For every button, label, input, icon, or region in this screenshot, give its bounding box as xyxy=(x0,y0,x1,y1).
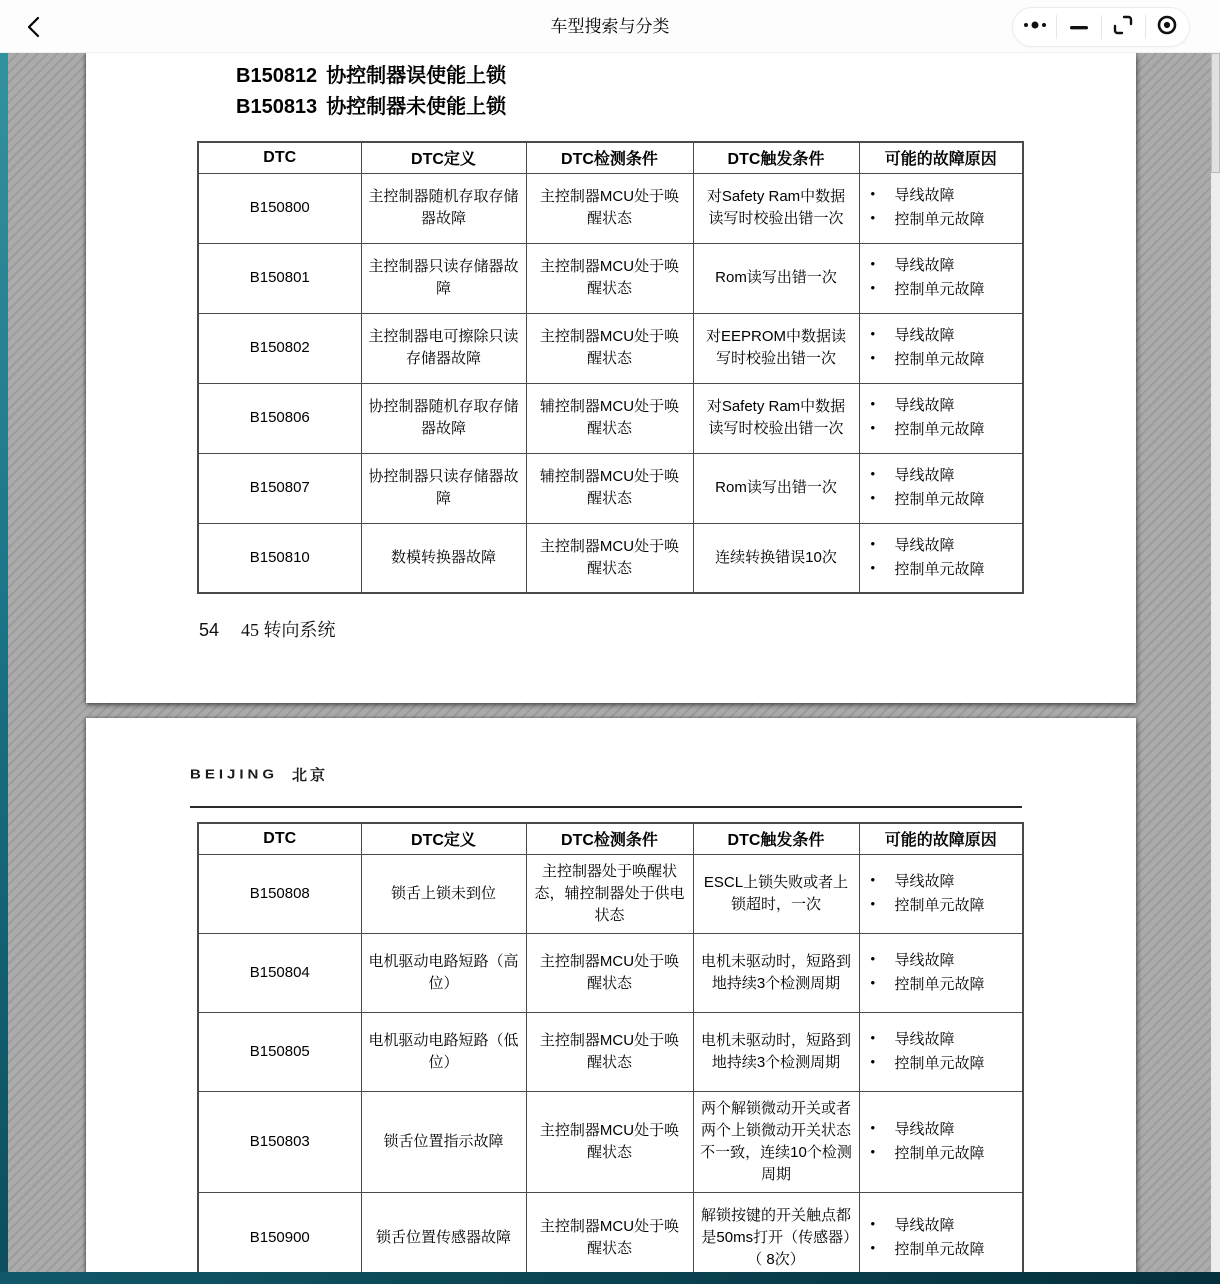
bullet-icon: • xyxy=(870,559,876,575)
bullet-icon: • xyxy=(870,974,876,990)
dtc-heading-text: 协控制器误使能上锁 xyxy=(326,65,507,87)
bullet-icon: • xyxy=(870,280,876,295)
dtc-code-cell: B150807 xyxy=(198,453,361,523)
bullet-icon: • xyxy=(870,950,876,966)
bullet-icon: • xyxy=(870,466,876,481)
bullet-icon: • xyxy=(870,326,876,341)
desktop-edge-left xyxy=(0,53,8,1284)
cause-text: 控制单元故障 xyxy=(894,281,985,298)
beijing-logo-latin: BEIJING xyxy=(190,767,279,782)
dtc-code-cell: B150800 xyxy=(198,173,361,243)
bullet-icon: • xyxy=(870,350,876,365)
cause-text: 控制单元故障 xyxy=(894,421,985,438)
section-label: 45 转向系统 xyxy=(241,620,336,640)
cause-item xyxy=(869,1238,1017,1262)
header-rule xyxy=(190,806,1022,808)
cause-text: 导线故障 xyxy=(894,1030,955,1048)
column-header-dtc: DTC xyxy=(198,823,361,854)
dtc-detection-cell: 主控制器MCU处于唤醒状态 xyxy=(526,1091,693,1192)
dtc-detection-cell: 主控制器MCU处于唤醒状态 xyxy=(526,313,693,383)
cause-item xyxy=(869,208,1017,232)
column-header-trigger: DTC触发条件 xyxy=(693,823,859,854)
cause-text: 导线故障 xyxy=(894,187,955,204)
bullet-icon: • xyxy=(870,1053,876,1069)
cause-item xyxy=(869,184,1017,208)
dtc-trigger-cell: 对EEPROM中数据读写时校验出错一次 xyxy=(693,313,859,383)
dtc-code-cell: B150801 xyxy=(198,243,361,313)
column-header-causes: 可能的故障原因 xyxy=(859,823,1023,854)
cause-text: 导线故障 xyxy=(894,1216,955,1234)
table-row xyxy=(198,383,1023,453)
bullet-icon: • xyxy=(870,420,876,435)
cause-item xyxy=(869,278,1017,302)
page-footer xyxy=(199,616,1136,642)
circle-dot-icon xyxy=(1155,13,1179,42)
dtc-causes-cell xyxy=(859,453,1023,523)
document-page-1 xyxy=(86,53,1136,703)
capsule-menu xyxy=(1012,7,1190,47)
dtc-definition-cell: 锁舌位置传感器故障 xyxy=(361,1192,526,1284)
close-button[interactable] xyxy=(1146,8,1189,46)
dtc-trigger-cell: 对Safety Ram中数据读写时校验出错一次 xyxy=(693,383,859,453)
cause-text: 控制单元故障 xyxy=(894,211,985,228)
minimize-icon xyxy=(1069,18,1089,36)
column-header-detection: DTC检测条件 xyxy=(526,823,693,854)
cause-item xyxy=(869,1118,1017,1142)
table-row xyxy=(198,1091,1023,1192)
dtc-code-cell: B150804 xyxy=(198,933,361,1012)
dtc-definition-cell: 电机驱动电路短路（低位） xyxy=(361,1012,526,1091)
cause-text: 导线故障 xyxy=(894,397,955,414)
table-header-row xyxy=(198,142,1023,173)
document-viewer[interactable] xyxy=(0,53,1220,1284)
dtc-definition-cell: 协控制器随机存取存储器故障 xyxy=(361,383,526,453)
dtc-trigger-cell: 电机未驱动时，短路到地持续3个检测周期 xyxy=(693,933,859,1012)
cause-text: 导线故障 xyxy=(894,951,955,969)
cause-item xyxy=(869,1214,1017,1238)
dtc-trigger-cell: Rom读写出错一次 xyxy=(693,453,859,523)
dtc-table-page2 xyxy=(197,822,1024,1284)
dtc-trigger-cell: ESCL上锁失败或者上锁超时，一次 xyxy=(693,854,859,933)
dtc-detection-cell: 主控制器MCU处于唤醒状态 xyxy=(526,1012,693,1091)
dtc-definition-cell: 电机驱动电路短路（高位） xyxy=(361,933,526,1012)
dtc-causes-cell xyxy=(859,933,1023,1012)
bullet-icon: • xyxy=(870,490,876,505)
bullet-icon: • xyxy=(870,1215,876,1231)
cause-text: 控制单元故障 xyxy=(894,491,985,508)
dtc-definition-cell: 主控制器随机存取存储器故障 xyxy=(361,173,526,243)
cause-item xyxy=(869,418,1017,442)
column-header-dtc: DTC xyxy=(198,142,361,173)
column-header-detection: DTC检测条件 xyxy=(526,142,693,173)
cause-item xyxy=(869,1052,1017,1076)
table-header-row xyxy=(198,823,1023,854)
dtc-trigger-cell: 电机未驱动时，短路到地持续3个检测周期 xyxy=(693,1012,859,1091)
dtc-causes-cell xyxy=(859,243,1023,313)
table-row xyxy=(198,933,1023,1012)
bullet-icon: • xyxy=(870,535,876,551)
titlebar xyxy=(0,0,1220,53)
dtc-detection-cell: 主控制器MCU处于唤醒状态 xyxy=(526,1192,693,1284)
dtc-causes-cell xyxy=(859,1012,1023,1091)
restore-corners-icon xyxy=(1112,14,1134,41)
dtc-definition-cell: 数模转换器故障 xyxy=(361,523,526,593)
restore-button[interactable] xyxy=(1102,8,1145,46)
dtc-definition-cell: 锁舌位置指示故障 xyxy=(361,1091,526,1192)
desktop-edge-bottom xyxy=(0,1272,1220,1284)
cause-text: 导线故障 xyxy=(894,1120,955,1138)
cause-item xyxy=(869,348,1017,372)
dtc-code: B150812 xyxy=(236,65,318,87)
cause-item xyxy=(869,254,1017,278)
bullet-icon: • xyxy=(870,1143,876,1159)
cause-item xyxy=(869,870,1017,894)
bullet-icon: • xyxy=(870,256,876,271)
dtc-detection-cell: 主控制器MCU处于唤醒状态 xyxy=(526,523,693,593)
dtc-definition-cell: 主控制器只读存储器故障 xyxy=(361,243,526,313)
cause-item xyxy=(869,394,1017,418)
dtc-code-cell: B150810 xyxy=(198,523,361,593)
cause-text: 控制单元故障 xyxy=(894,1240,985,1258)
column-header-trigger: DTC触发条件 xyxy=(693,142,859,173)
column-header-definition: DTC定义 xyxy=(361,823,526,854)
dtc-causes-cell xyxy=(859,1192,1023,1284)
more-dots-icon xyxy=(1021,18,1049,36)
scrollbar-thumb[interactable] xyxy=(1211,53,1220,173)
more-button[interactable] xyxy=(1013,8,1056,46)
bullet-icon: • xyxy=(870,1029,876,1045)
document-page-2 xyxy=(86,718,1136,1284)
cause-text: 导线故障 xyxy=(894,467,955,484)
dtc-code-cell: B150805 xyxy=(198,1012,361,1091)
bullet-icon: • xyxy=(870,210,876,225)
cause-item xyxy=(869,464,1017,488)
cause-item xyxy=(869,324,1017,348)
cause-item xyxy=(869,534,1017,558)
bullet-icon: • xyxy=(870,186,876,201)
minimize-button[interactable] xyxy=(1057,8,1100,46)
dtc-causes-cell xyxy=(859,523,1023,593)
bullet-icon: • xyxy=(870,396,876,411)
dtc-causes-cell xyxy=(859,1091,1023,1192)
dtc-trigger-cell: Rom读写出错一次 xyxy=(693,243,859,313)
cause-text: 导线故障 xyxy=(894,536,955,554)
cause-text: 控制单元故障 xyxy=(894,896,985,914)
cause-item xyxy=(869,558,1017,582)
cause-text: 控制单元故障 xyxy=(894,1144,985,1162)
cause-item xyxy=(869,894,1017,918)
bullet-icon: • xyxy=(870,871,876,887)
cause-text: 导线故障 xyxy=(894,257,955,274)
cause-item xyxy=(869,1142,1017,1166)
dtc-trigger-cell: 连续转换错误10次 xyxy=(693,523,859,593)
dtc-detection-cell: 辅控制器MCU处于唤醒状态 xyxy=(526,453,693,523)
column-header-definition: DTC定义 xyxy=(361,142,526,173)
dtc-heading-line xyxy=(236,92,1136,123)
dtc-code-cell: B150802 xyxy=(198,313,361,383)
dtc-definition-cell: 锁舌上锁未到位 xyxy=(361,854,526,933)
cause-item xyxy=(869,1028,1017,1052)
table-row xyxy=(198,453,1023,523)
table-row xyxy=(198,854,1023,933)
dtc-definition-cell: 协控制器只读存储器故障 xyxy=(361,453,526,523)
cause-text: 导线故障 xyxy=(894,872,955,890)
scrollbar-track[interactable] xyxy=(1211,53,1220,1284)
dtc-heading-line xyxy=(236,61,1136,92)
dtc-trigger-cell: 解锁按键的开关触点都是50ms打开（传感器）（ 8次） xyxy=(693,1192,859,1284)
cause-text: 控制单元故障 xyxy=(894,560,985,578)
cause-text: 控制单元故障 xyxy=(894,975,985,993)
brand-logo xyxy=(190,764,1136,785)
cause-text: 控制单元故障 xyxy=(894,351,985,368)
dtc-code-cell: B150806 xyxy=(198,383,361,453)
cause-item xyxy=(869,488,1017,512)
dtc-causes-cell xyxy=(859,383,1023,453)
page-title: 车型搜索与分类 xyxy=(550,17,670,36)
dtc-detection-cell: 主控制器MCU处于唤醒状态 xyxy=(526,243,693,313)
bullet-icon: • xyxy=(870,895,876,911)
column-header-causes: 可能的故障原因 xyxy=(859,142,1023,173)
dtc-detection-cell: 辅控制器MCU处于唤醒状态 xyxy=(526,383,693,453)
table-row xyxy=(198,243,1023,313)
dtc-causes-cell xyxy=(859,313,1023,383)
dtc-code-cell: B150803 xyxy=(198,1091,361,1192)
table-row xyxy=(198,523,1023,593)
dtc-causes-cell xyxy=(859,854,1023,933)
beijing-logo-cjk: 北京 xyxy=(292,767,329,784)
table-row xyxy=(198,1012,1023,1091)
dtc-detection-cell: 主控制器MCU处于唤醒状态 xyxy=(526,173,693,243)
dtc-trigger-cell: 两个解锁微动开关或者两个上锁微动开关状态不一致，连续10个检测周期 xyxy=(693,1091,859,1192)
dtc-trigger-cell: 对Safety Ram中数据读写时校验出错一次 xyxy=(693,173,859,243)
cause-text: 控制单元故障 xyxy=(894,1054,985,1072)
dtc-causes-cell xyxy=(859,173,1023,243)
dtc-heading-text: 协控制器未使能上锁 xyxy=(326,96,507,118)
cause-item xyxy=(869,973,1017,997)
dtc-code-cell: B150900 xyxy=(198,1192,361,1284)
dtc-code-cell: B150808 xyxy=(198,854,361,933)
dtc-detection-cell: 主控制器MCU处于唤醒状态 xyxy=(526,933,693,1012)
dtc-table-page1 xyxy=(197,141,1024,594)
table-row xyxy=(198,1192,1023,1284)
table-row xyxy=(198,313,1023,383)
dtc-definition-cell: 主控制器电可擦除只读存储器故障 xyxy=(361,313,526,383)
bullet-icon: • xyxy=(870,1239,876,1255)
table-row xyxy=(198,173,1023,243)
cause-item xyxy=(869,949,1017,973)
dtc-detection-cell: 主控制器处于唤醒状态，辅控制器处于供电状态 xyxy=(526,854,693,933)
dtc-code: B150813 xyxy=(236,96,318,118)
page-number: 54 xyxy=(199,620,220,640)
bullet-icon: • xyxy=(870,1119,876,1135)
cause-text: 导线故障 xyxy=(894,327,955,344)
